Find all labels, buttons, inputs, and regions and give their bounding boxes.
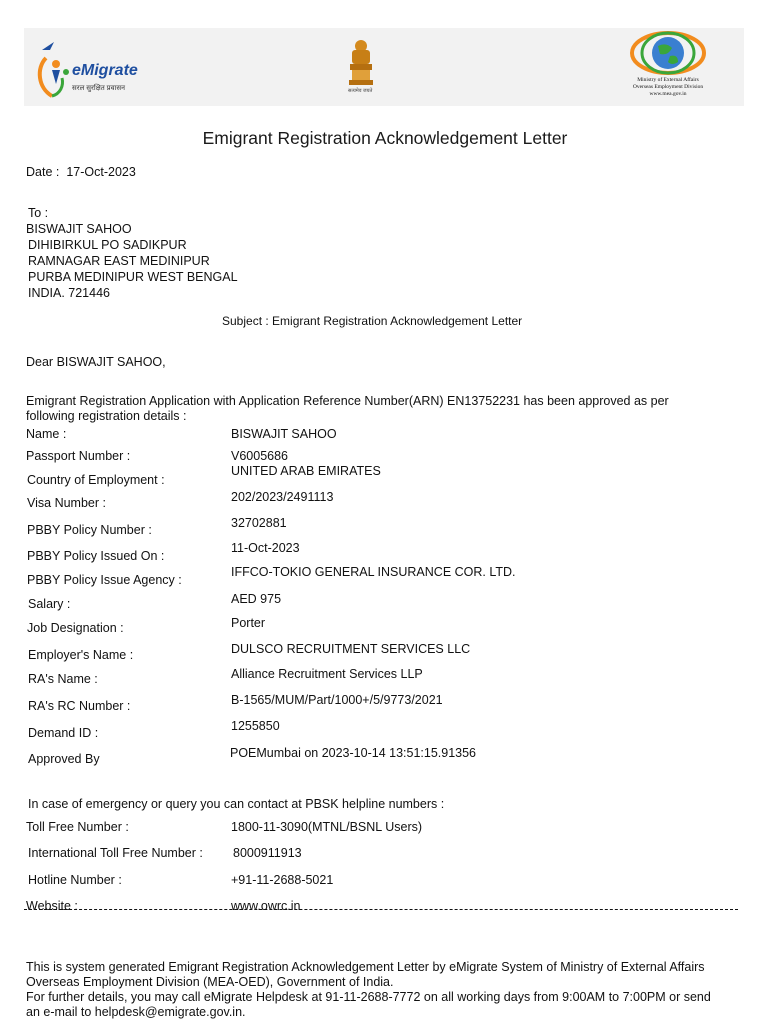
helpline-label: Website : bbox=[26, 899, 78, 913]
footer-line-3: For further details, you may call eMigrate Helpdesk at 91-11-2688-7772 on all working days from 9:00AM to 7:00PM or send bbox=[26, 990, 711, 1004]
letter-header bbox=[24, 28, 744, 106]
emblem-caption: सत्यमेव जयते bbox=[348, 88, 373, 94]
date-line bbox=[26, 165, 136, 179]
detail-value: BISWAJIT SAHOO bbox=[231, 427, 337, 441]
detail-value: Porter bbox=[231, 616, 266, 630]
address-line: DIHIBIRKUL PO SADIKPUR bbox=[28, 238, 187, 252]
date-label: Date : bbox=[26, 165, 60, 179]
intro-line-2: following registration details : bbox=[26, 409, 187, 423]
emigrate-logo bbox=[32, 38, 142, 100]
mea-caption-1: Ministry of External Affairs bbox=[637, 77, 699, 83]
detail-label: Visa Number : bbox=[27, 496, 106, 510]
intro-line-1: Emigrant Registration Application with Application Reference Number(ARN) EN13752231 has been approved as per bbox=[26, 394, 669, 408]
letter-title: Emigrant Registration Acknowledgement Letter bbox=[202, 128, 568, 148]
detail-value: 32702881 bbox=[231, 516, 287, 530]
website-link[interactable]: www.owrc.in bbox=[231, 899, 301, 913]
date-value: 17-Oct-2023 bbox=[66, 165, 136, 179]
national-emblem-icon bbox=[344, 38, 378, 88]
detail-value: B-1565/MUM/Part/1000+/5/9773/2021 bbox=[231, 693, 443, 707]
detail-label: Passport Number : bbox=[26, 449, 131, 463]
address-line: BISWAJIT SAHOO bbox=[26, 222, 132, 236]
detail-label: RA's Name : bbox=[28, 672, 98, 686]
detail-value: V6005686 bbox=[231, 449, 289, 463]
detail-value: AED 975 bbox=[231, 592, 282, 606]
salutation: Dear BISWAJIT SAHOO, bbox=[26, 355, 166, 369]
detail-label: RA's RC Number : bbox=[28, 699, 131, 713]
helpline-value: 1800-11-3090(MTNL/BSNL Users) bbox=[231, 820, 423, 834]
detail-label: Country of Employment : bbox=[27, 473, 165, 487]
helpline-label: International Toll Free Number : bbox=[28, 846, 203, 860]
detail-label: Salary : bbox=[28, 597, 71, 611]
footer-line-1: This is system generated Emigrant Registration Acknowledgement Letter by eMigrate System of Ministry of External Affairs bbox=[26, 960, 705, 974]
detail-label: Approved By bbox=[28, 752, 100, 766]
footer-line-4: an e-mail to helpdesk@emigrate.gov.in. bbox=[26, 1005, 246, 1019]
detail-value: IFFCO-TOKIO GENERAL INSURANCE COR. LTD. bbox=[231, 565, 516, 579]
detail-value: 202/2023/2491113 bbox=[231, 490, 334, 504]
emigrate-logo-text: eMigrate bbox=[72, 62, 138, 79]
address-line: RAMNAGAR EAST MEDINIPUR bbox=[28, 254, 210, 268]
detail-label: Demand ID : bbox=[28, 726, 99, 740]
mea-caption-2: Overseas Employment Division bbox=[632, 84, 704, 90]
dashed-divider bbox=[24, 909, 738, 910]
detail-label: PBBY Policy Issue Agency : bbox=[27, 573, 182, 587]
mea-logo bbox=[620, 30, 716, 102]
detail-value: UNITED ARAB EMIRATES bbox=[231, 464, 381, 478]
emigrate-tagline: सरल सुरक्षित प्रवासन bbox=[72, 85, 125, 92]
national-emblem bbox=[344, 38, 378, 96]
helpline-label: Toll Free Number : bbox=[26, 820, 129, 834]
detail-label: PBBY Policy Issued On : bbox=[27, 549, 165, 563]
helpline-value: +91-11-2688-5021 bbox=[231, 873, 334, 887]
detail-label: Name : bbox=[26, 427, 67, 441]
detail-label: Job Designation : bbox=[27, 621, 124, 635]
detail-label: Employer's Name : bbox=[28, 648, 134, 662]
detail-value: 11-Oct-2023 bbox=[231, 541, 300, 555]
detail-value: 1255850 bbox=[231, 719, 280, 733]
globe-icon bbox=[620, 30, 716, 76]
to-label: To : bbox=[28, 206, 49, 220]
detail-value: POEMumbai on 2023-10-14 13:51:15.91356 bbox=[230, 746, 477, 760]
subject-line: Subject : Emigrant Registration Acknowledgement Letter bbox=[222, 314, 523, 328]
detail-label: PBBY Policy Number : bbox=[27, 523, 152, 537]
helpline-value: 8000911913 bbox=[233, 846, 302, 860]
mea-caption-3: www.mea.gov.in bbox=[649, 91, 687, 97]
helpline-intro: In case of emergency or query you can contact at PBSK helpline numbers : bbox=[28, 797, 445, 811]
detail-value: Alliance Recruitment Services LLP bbox=[231, 667, 423, 681]
helpline-label: Hotline Number : bbox=[28, 873, 122, 887]
address-line: INDIA. 721446 bbox=[28, 286, 110, 300]
address-line: PURBA MEDINIPUR WEST BENGAL bbox=[28, 270, 238, 284]
detail-value: DULSCO RECRUITMENT SERVICES LLC bbox=[231, 642, 471, 656]
footer-line-2: Overseas Employment Division (MEA-OED), Government of India. bbox=[26, 975, 394, 989]
